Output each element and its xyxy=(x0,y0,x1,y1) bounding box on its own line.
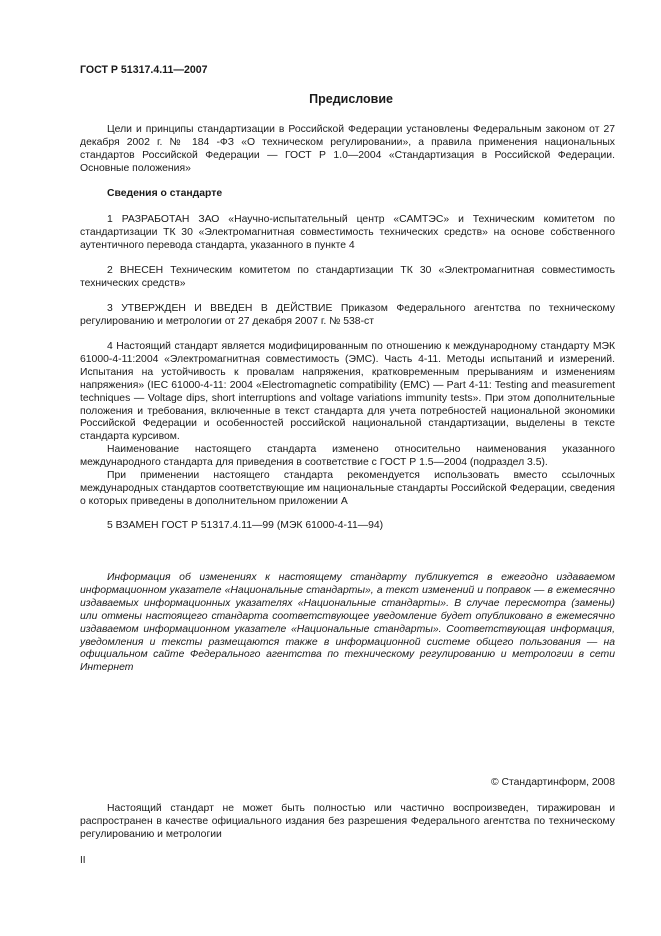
section-heading: Сведения о стандарте xyxy=(107,188,223,199)
item-2-block xyxy=(80,265,615,291)
item-3-block xyxy=(80,303,615,329)
item-2-paragraph: 2 ВНЕСЕН Техническим комитетом по стандартизации ТК 30 «Электромагнитная совместимость технических средств» xyxy=(80,265,615,289)
copyright: © Стандартинформ, 2008 xyxy=(490,777,615,788)
intro-block xyxy=(80,124,615,176)
item-3-paragraph: 3 УТВЕРЖДЕН И ВВЕДЕН В ДЕЙСТВИЕ Приказом Федерального агентства по техническому регулированию и метрологии от 27 декабря 2007 г. № 538-ст xyxy=(80,303,615,327)
intro-paragraph: Цели и принципы стандартизации в Российской Федерации установлены Федеральным законом от 27 декабря 2002 г. № 184 -ФЗ «О техническом регулировании», а правила применения национальных стандартов Российской Федерации — ГОСТ Р 1.0—2004 «Стандартизация в Российской Федерации. Основные положения» xyxy=(80,124,615,174)
item-4-paragraph-2: Наименование настоящего стандарта изменено относительно наименования указанного международного стандарта для приведения в соответствие с ГОСТ Р 1.5—2004 (подраздел 3.5). xyxy=(80,444,615,469)
section-heading-block xyxy=(80,188,615,201)
item-5-block xyxy=(80,520,615,533)
info-notice-block xyxy=(80,572,615,675)
page-title-text: Предисловие xyxy=(309,92,393,106)
standard-header: ГОСТ Р 51317.4.11—2007 xyxy=(80,64,208,76)
page-number: II xyxy=(80,855,86,866)
item-4-paragraph-1: 4 Настоящий стандарт является модифицированным по отношению к международному стандарту МЭК 61000-4-11:2004 «Электромагнитная совместимость (ЭМС). Часть 4-11. Методы испытаний и измерений. Испытания на устойчивость к провалам напряжения, кратковременным прерываниям и изменениям напряжения» (IEC 61000-4-11: 2004 «Electromagnetic compatibility (EMC) — Part 4-11: Testing and measurement techniques — Voltage dips, short interruptions and voltage variations immunity tests». При этом дополнительные положения и требования, включенные в текст стандарта для учета потребностей национальной экономики Российской Федерации и особенностей российской национальной стандартизации, выделены в тексте стандарта курсивом. xyxy=(80,341,615,443)
item-5-paragraph: 5 ВЗАМЕН ГОСТ Р 51317.4.11—99 (МЭК 61000-4-11—94) xyxy=(107,520,384,531)
item-1-block xyxy=(80,214,615,253)
item-1-paragraph: 1 РАЗРАБОТАН ЗАО «Научно-испытательный центр «САМТЭС» и Техническим комитетом по стандартизации ТК 30 «Электромагнитная совместимость технических средств» на основе собственного аутентичного перевода стандарта, указанного в пункте 4 xyxy=(80,214,615,251)
item-4-block xyxy=(80,341,615,509)
item-4-paragraph-3: При применении настоящего стандарта рекомендуется использовать вместо ссылочных международных стандартов соответствующие им национальные стандарты Российской Федерации, сведения о которых приведены в дополнительном приложении А xyxy=(80,470,615,507)
reproduction-notice-paragraph: Настоящий стандарт не может быть полностью или частично воспроизведен, тиражирован и распространен в качестве официального издания без разрешения Федерального агентства по техническому регулированию и метрологии xyxy=(80,803,615,840)
info-notice-paragraph: Информация об изменениях к настоящему стандарту публикуется в ежегодно издаваемом информационном указателе «Национальные стандарты», а текст изменений и поправок — в ежемесячно издаваемых информационных указателях «Национальные стандарты». В случае пересмотра (замены) или отмены настоящего стандарта соответствующее уведомление будет опубликовано в ежемесячно издаваемом информационном указателе «Национальные стандарты». Соответствующая информация, уведомления и тексты размещаются также в информационной системе общего пользования — на официальном сайте Федерального агентства по техническому регулированию и метрологии в сети Интернет xyxy=(80,572,615,674)
reproduction-notice-block xyxy=(80,803,615,842)
page-title xyxy=(80,93,625,106)
